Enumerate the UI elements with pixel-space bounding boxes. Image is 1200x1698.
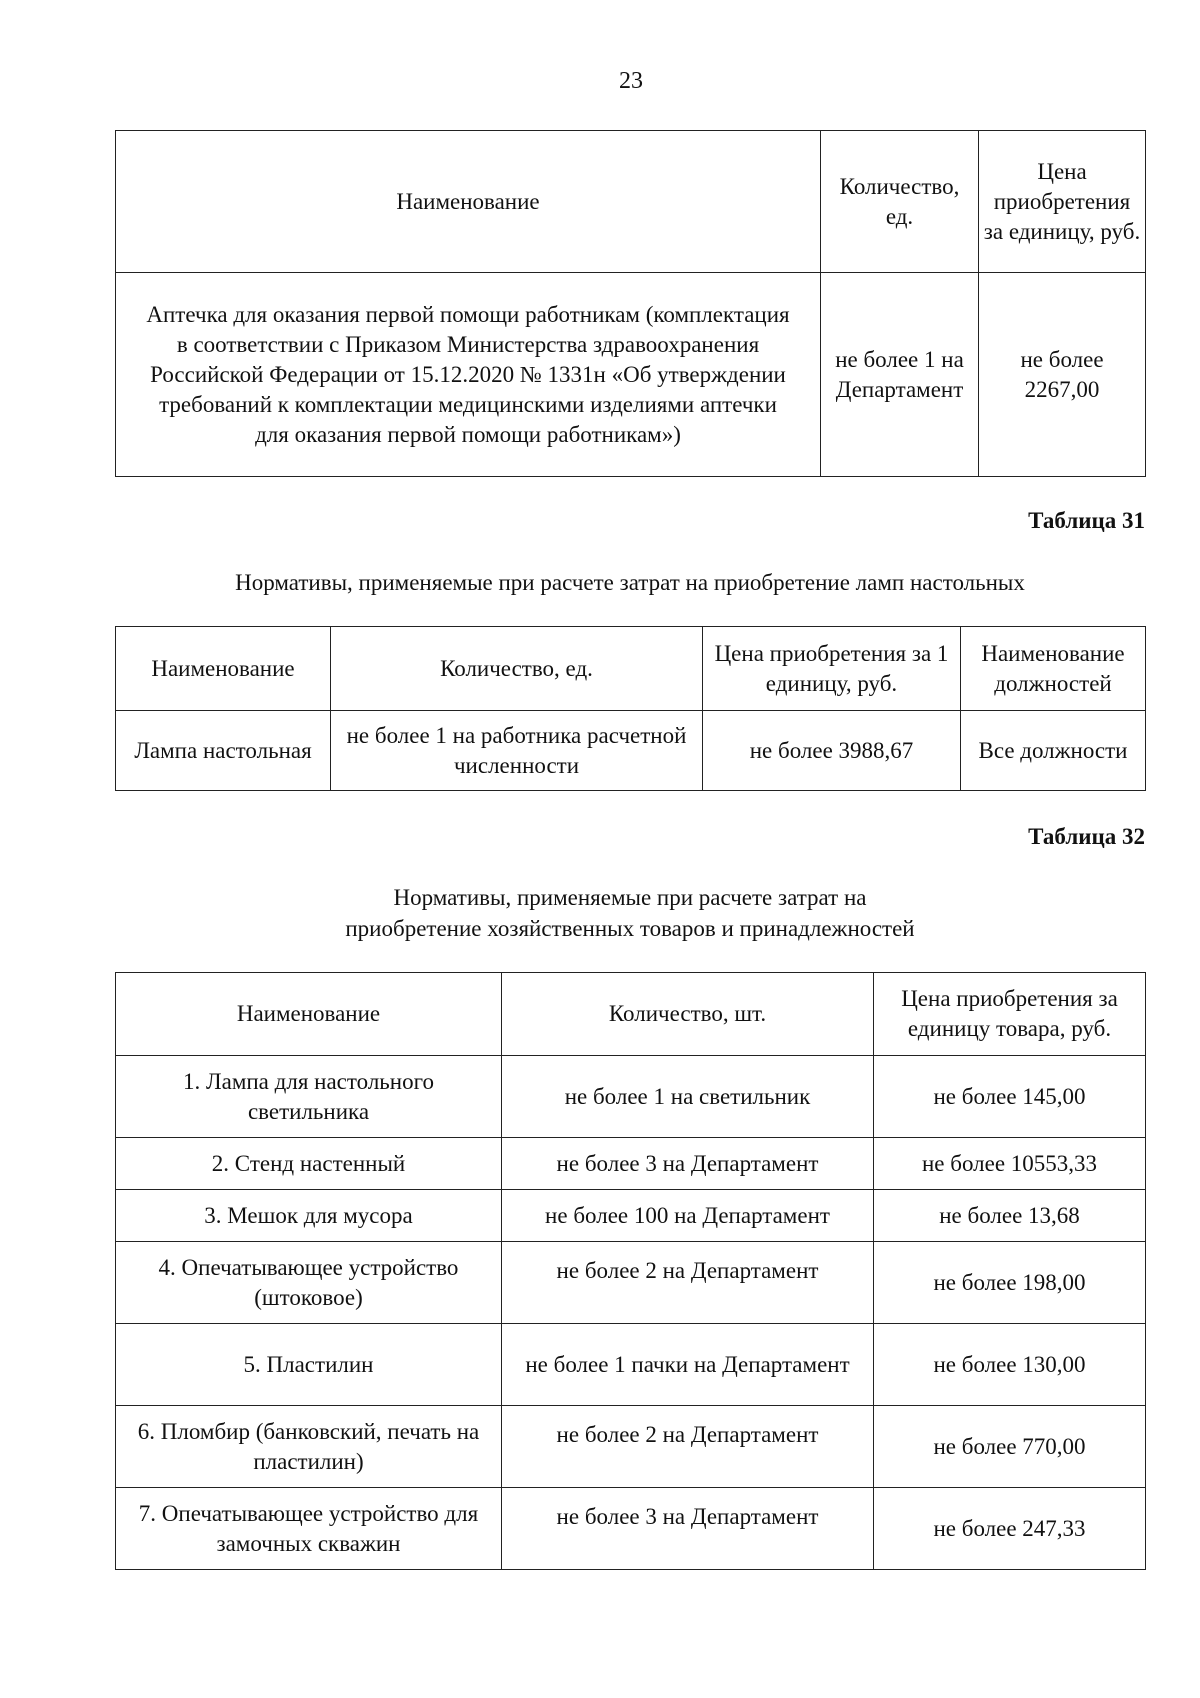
cell-price: не более 2267,00	[979, 273, 1146, 477]
table-row	[116, 1488, 1146, 1570]
cell-quantity: не более 3 на Департамент	[502, 1138, 874, 1190]
cell-price: не более 3988,67	[703, 711, 961, 791]
cell-name: Аптечка для оказания первой помощи работникам (комплектация в соответствии с Приказом Министерства здравоохранения Российской Федерации от 15.12.2020 № 1331н «Об утверждении требований к комплектации медицинскими изделиями аптечки для оказания первой помощи работникам»)	[116, 273, 821, 477]
cell-name: 1. Лампа для настольного светильника	[116, 1056, 502, 1138]
cell-price: не более 13,68	[874, 1190, 1146, 1242]
cell-name: 6. Пломбир (банковский, печать на пластилин)	[116, 1406, 502, 1488]
cell-quantity: не более 2 на Департамент	[502, 1406, 874, 1488]
header-quantity: Количество, ед.	[821, 131, 979, 273]
table-row	[116, 1138, 1146, 1190]
table32-label: Таблица 32	[1028, 824, 1145, 849]
cell-name: 2. Стенд настенный	[116, 1138, 502, 1190]
header-quantity: Количество, ед.	[331, 627, 703, 711]
table-row	[116, 1190, 1146, 1242]
header-price: Цена приобретения за единицу товара, руб.	[874, 973, 1146, 1056]
cell-quantity: не более 1 на Департамент	[821, 273, 979, 477]
cell-name: Лампа настольная	[116, 711, 331, 791]
cell-quantity: не более 3 на Департамент	[502, 1488, 874, 1570]
cell-price: не более 247,33	[874, 1488, 1146, 1570]
cell-name: 5. Пластилин	[116, 1324, 502, 1406]
table32-caption: Нормативы, применяемые при расчете затрат на приобретение хозяйственных товаров и принадлежностей	[345, 885, 915, 941]
header-quantity: Количество, шт.	[502, 973, 874, 1056]
table-row	[116, 1242, 1146, 1324]
cell-quantity: не более 1 на светильник	[502, 1056, 874, 1138]
cell-quantity: не более 1 на работника расчетной численности	[331, 711, 703, 791]
cell-price: не более 770,00	[874, 1406, 1146, 1488]
cell-name: 4. Опечатывающее устройство (штоковое)	[116, 1242, 502, 1324]
cell-price: не более 130,00	[874, 1324, 1146, 1406]
cell-price: не более 198,00	[874, 1242, 1146, 1324]
cell-price: не более 145,00	[874, 1056, 1146, 1138]
cell-name: 7. Опечатывающее устройство для замочных скважин	[116, 1488, 502, 1570]
cell-price: не более 10553,33	[874, 1138, 1146, 1190]
header-name: Наименование	[116, 627, 331, 711]
header-positions: Наименование должностей	[961, 627, 1146, 711]
table-row	[116, 1406, 1146, 1488]
cell-quantity: не более 1 пачки на Департамент	[502, 1324, 874, 1406]
table-prev	[115, 130, 1146, 477]
header-name: Наименование	[116, 131, 821, 273]
page-number: 23	[619, 68, 643, 94]
cell-name: 3. Мешок для мусора	[116, 1190, 502, 1242]
cell-positions: Все должности	[961, 711, 1146, 791]
cell-quantity: не более 2 на Департамент	[502, 1242, 874, 1324]
table31	[115, 626, 1146, 791]
cell-quantity: не более 100 на Департамент	[502, 1190, 874, 1242]
table31-caption: Нормативы, применяемые при расчете затрат на приобретение ламп настольных	[235, 570, 1025, 595]
table32	[115, 972, 1146, 1570]
header-name: Наименование	[116, 973, 502, 1056]
header-price: Цена приобретения за единицу, руб.	[979, 131, 1146, 273]
table-header-row	[116, 973, 1146, 1056]
table-row	[116, 273, 1146, 477]
table-row	[116, 1056, 1146, 1138]
table-row	[116, 711, 1146, 791]
table-row	[116, 1324, 1146, 1406]
table-header-row	[116, 627, 1146, 711]
header-price: Цена приобретения за 1 единицу, руб.	[703, 627, 961, 711]
table31-label: Таблица 31	[1028, 508, 1145, 533]
table-header-row	[116, 131, 1146, 273]
